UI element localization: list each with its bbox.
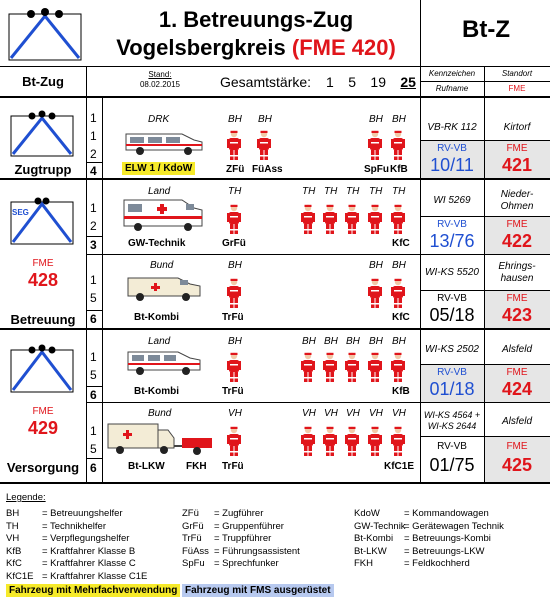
person-icon	[226, 426, 240, 456]
role-label: BH	[369, 336, 383, 347]
fme-number: 429	[27, 418, 59, 438]
person-icon	[322, 204, 336, 234]
person-icon	[390, 130, 404, 160]
function-label: TrFü	[222, 386, 244, 397]
fme-label: FME	[506, 219, 528, 230]
legend-entry: = Betreuungshelfer	[42, 508, 123, 519]
fme-label: FME	[32, 258, 54, 269]
person-icon	[226, 204, 240, 234]
bt-zug-logo-icon	[8, 8, 84, 62]
legend-entry: = Verpflegungshelfer	[42, 533, 130, 544]
org-label: Land	[148, 186, 171, 197]
person-icon	[367, 278, 381, 308]
divider	[102, 96, 103, 482]
legend-entry: SpFu	[182, 558, 205, 569]
person-icon	[344, 352, 358, 382]
role-label: BH	[324, 336, 338, 347]
function-label: FüAss	[252, 164, 283, 175]
role-label: BH	[258, 114, 272, 125]
fme-label: FME	[506, 143, 528, 154]
title-line-2: Vogelsbergkreis (FME 420)	[116, 35, 396, 60]
kennzeichen: WI 5269	[433, 195, 471, 206]
legend-col-1	[6, 508, 33, 583]
legend-entry: TH	[6, 520, 19, 532]
strength-total: 6	[90, 312, 97, 326]
legend-entry: FKH	[354, 558, 373, 569]
strength-value: 5	[90, 291, 97, 305]
gesamt-values	[326, 74, 416, 90]
standort: Nieder- Ohmen	[500, 189, 534, 212]
strength-value: 1	[90, 273, 97, 287]
vehicle-label: GW-Technik	[128, 238, 186, 249]
strength-value: 1	[90, 129, 97, 143]
seg-label: SEG	[12, 208, 29, 217]
legend-entry: KfB	[6, 545, 22, 557]
rufname-number: 10/11	[430, 155, 474, 175]
stand-label: Stand:	[148, 70, 172, 79]
bt-kombi-vehicle-icon	[124, 346, 204, 376]
col-rufname: Rufname	[435, 84, 469, 93]
role-label: BH	[392, 260, 406, 271]
title-fme: (FME 420)	[291, 35, 396, 60]
rufname-number: 13/76	[429, 231, 475, 251]
divider	[86, 236, 102, 237]
person-icon	[300, 426, 314, 456]
strength-value: 2	[90, 219, 97, 233]
legend-entry: = Gruppenführer	[214, 520, 284, 532]
gw-technik-vehicle-icon	[120, 196, 206, 232]
legend-col-2	[182, 508, 209, 571]
rufname-prefix: RV-VB	[437, 143, 467, 154]
fme-number: 425	[501, 455, 533, 475]
fme-number: 424	[501, 379, 533, 399]
person-icon	[390, 204, 404, 234]
function-label: KfB	[390, 164, 408, 175]
elw-vehicle-icon	[122, 128, 206, 156]
gesamt-value: 5	[348, 74, 356, 90]
strength-value: 5	[90, 368, 97, 382]
unit-code: Bt-Z	[462, 16, 510, 43]
function-label: TrFü	[222, 461, 244, 472]
kennzeichen: WI-KS 4564 + WI-KS 2644	[423, 410, 481, 431]
kennzeichen: WI-KS 2502	[425, 344, 479, 355]
person-icon	[344, 204, 358, 234]
divider	[86, 254, 550, 255]
function-label: ZFü	[226, 164, 245, 175]
fme-number: 421	[501, 155, 533, 175]
fme-label: FME	[32, 406, 54, 417]
legend-entry: KdoW	[354, 508, 380, 519]
legend-entry: FüAss	[182, 545, 209, 557]
vehicle-label: Bt-Kombi	[134, 312, 179, 323]
role-label: VH	[369, 408, 383, 419]
strength-value: 1	[90, 201, 97, 215]
divider	[0, 482, 550, 484]
legend-fms-tag: Fahrzeug mit FMS ausgerüstet	[182, 584, 334, 597]
org-label: Land	[148, 336, 171, 347]
standort: Ehrings- hausen	[498, 261, 536, 284]
legend-col-3-values	[404, 508, 504, 571]
vehicle-label: FKH	[186, 461, 207, 472]
strength-value: 5	[90, 442, 97, 456]
divider	[86, 310, 102, 311]
role-label: TH	[369, 186, 383, 197]
person-icon	[226, 352, 240, 382]
page-title	[96, 6, 416, 62]
rufname-number: 01/75	[429, 455, 475, 475]
strength-value: 1	[90, 350, 97, 364]
legend-entry: = Truppführer	[214, 533, 272, 544]
legend-entry: KfC	[6, 558, 22, 569]
person-icon	[322, 426, 336, 456]
role-label: TH	[392, 186, 406, 197]
group-label: Versorgung	[6, 460, 80, 475]
person-icon	[367, 204, 381, 234]
function-label: SpFu	[364, 164, 389, 175]
person-icon	[256, 130, 270, 160]
function-label: GrFü	[222, 238, 246, 249]
divider	[86, 458, 102, 459]
divider	[86, 162, 102, 163]
bt-kombi-vehicle-icon	[124, 272, 204, 302]
gesamt-label: Gesamtstärke:	[220, 74, 312, 90]
divider	[0, 328, 550, 330]
person-icon	[300, 352, 314, 382]
divider	[420, 81, 550, 82]
role-label: BH	[302, 336, 316, 347]
seg-logo-icon	[10, 196, 76, 246]
person-icon	[300, 204, 314, 234]
legend-entry: = Kraftfahrer Klasse C	[42, 558, 136, 569]
legend-entry: = Kommandowagen	[404, 508, 489, 519]
role-label: VH	[346, 408, 360, 419]
legend-entry: KfC1E	[6, 570, 34, 582]
function-label: KfC	[392, 312, 410, 323]
person-icon	[226, 278, 240, 308]
role-label: BH	[392, 114, 406, 125]
bt-lkw-vehicle-icon	[106, 420, 216, 458]
person-icon	[367, 352, 381, 382]
bt-zug-logo-icon	[10, 110, 76, 158]
legend-entry: ZFü	[182, 508, 199, 519]
role-label: TH	[346, 186, 360, 197]
vehicle-label: ELW 1 / KdoW	[122, 162, 195, 175]
gesamt-value: 1	[326, 74, 334, 90]
function-label: TrFü	[222, 312, 244, 323]
rufname-prefix: RV-VB	[437, 441, 467, 452]
col-standort: Standort	[501, 69, 533, 78]
function-label: KfB	[392, 386, 410, 397]
person-icon	[367, 426, 381, 456]
fme-label: FME	[506, 441, 528, 452]
role-label: VH	[392, 408, 406, 419]
col-fme: FME	[508, 84, 526, 93]
unit-label: Bt-Zug	[22, 74, 64, 89]
legend-entry: = Zugführer	[214, 508, 264, 519]
person-icon	[322, 352, 336, 382]
role-label: BH	[369, 114, 383, 125]
standort: Alsfeld	[501, 416, 532, 427]
gesamt-value: 19	[370, 74, 386, 90]
divider	[86, 66, 87, 484]
vehicle-label: Bt-LKW	[128, 461, 165, 472]
org-label: DRK	[148, 114, 170, 125]
legend-entry: TrFü	[182, 533, 202, 544]
fme-number: 422	[501, 231, 533, 251]
fme-label: FME	[506, 293, 528, 304]
legend-entry: Bt-LKW	[354, 545, 387, 557]
kennzeichen: WI-KS 5520	[425, 267, 479, 278]
role-label: VH	[228, 408, 242, 419]
person-icon	[367, 130, 381, 160]
legend-entry: BH	[6, 508, 20, 519]
rufname-prefix: RV-VB	[437, 367, 467, 378]
gesamt-total: 25	[400, 74, 416, 90]
divider	[86, 402, 550, 403]
col-kennzeichen: Kennzeichen	[428, 69, 476, 78]
legend-entry: GW-Technik	[354, 520, 406, 532]
standort: Alsfeld	[501, 344, 532, 355]
legend-entry: Bt-Kombi	[354, 533, 394, 544]
legend-entry: = Kraftfahrer Klasse B	[42, 545, 136, 557]
legend-col-3	[354, 508, 406, 571]
person-icon	[390, 278, 404, 308]
rufname-prefix: RV-VB	[437, 293, 467, 304]
legend-col-1-values	[42, 508, 147, 583]
legend-multi-use-tag: Fahrzeug mit Mehrfachverwendung	[6, 584, 180, 597]
role-label: BH	[346, 336, 360, 347]
legend-title: Legende:	[6, 492, 46, 503]
rufname-number: 01/18	[429, 379, 475, 399]
legend-entry: = Kraftfahrer Klasse C1E	[42, 570, 148, 582]
fme-number: 423	[501, 305, 533, 325]
fme-label: FME	[506, 367, 528, 378]
role-label: BH	[228, 260, 242, 271]
role-label: BH	[369, 260, 383, 271]
role-label: BH	[228, 336, 242, 347]
role-label: TH	[302, 186, 316, 197]
legend-entry: = Gerätewagen Technik	[404, 520, 504, 532]
function-label: KfC	[392, 238, 410, 249]
legend-entry: VH	[6, 533, 20, 544]
person-icon	[390, 352, 404, 382]
strength-total: 6	[90, 388, 97, 402]
title-line-1: 1. Betreuungs-Zug	[158, 7, 354, 32]
kennzeichen: VB-RK 112	[427, 122, 477, 133]
legend-entry: = Betreuungs-Kombi	[404, 533, 491, 544]
strength-total: 6	[90, 461, 97, 475]
standort: Kirtorf	[503, 122, 531, 133]
fme-number: 428	[27, 270, 59, 290]
legend-entry: GrFü	[182, 520, 204, 532]
org-label: Bund	[148, 408, 172, 419]
group-label: Betreuung	[10, 312, 76, 327]
role-label: TH	[324, 186, 338, 197]
strength-value: 2	[90, 147, 97, 161]
legend-col-2-values	[214, 508, 300, 571]
strength-total: 4	[90, 164, 97, 178]
role-label: VH	[324, 408, 338, 419]
person-icon	[226, 130, 240, 160]
legend-entry: = Sprechfunker	[214, 558, 279, 569]
role-label: BH	[228, 114, 242, 125]
person-icon	[390, 426, 404, 456]
divider	[0, 96, 550, 98]
role-label: BH	[392, 336, 406, 347]
vehicle-label: Bt-Kombi	[134, 386, 179, 397]
legend-entry: = Führungsassistent	[214, 545, 300, 557]
legend-entry: = Feldkochherd	[404, 558, 470, 569]
divider	[0, 66, 550, 67]
role-label: VH	[302, 408, 316, 419]
legend-entry: = Technikhelfer	[42, 520, 106, 532]
legend-entry: = Betreuungs-LKW	[404, 545, 485, 557]
function-label: KfC1E	[384, 461, 415, 472]
bt-zug-logo-icon	[10, 344, 76, 394]
header	[0, 0, 550, 68]
rufname-prefix: RV-VB	[437, 219, 467, 230]
strength-value: 1	[90, 111, 97, 125]
divider	[86, 386, 102, 387]
rufname-number: 05/18	[429, 305, 475, 325]
group-label: Zugtrupp	[14, 162, 72, 177]
role-label: TH	[228, 186, 242, 197]
divider	[0, 178, 550, 180]
person-icon	[344, 426, 358, 456]
org-label: Bund	[150, 260, 174, 271]
strength-value: 1	[90, 424, 97, 438]
stand-date: 08.02.2015	[139, 80, 181, 89]
strength-total: 3	[90, 238, 97, 252]
